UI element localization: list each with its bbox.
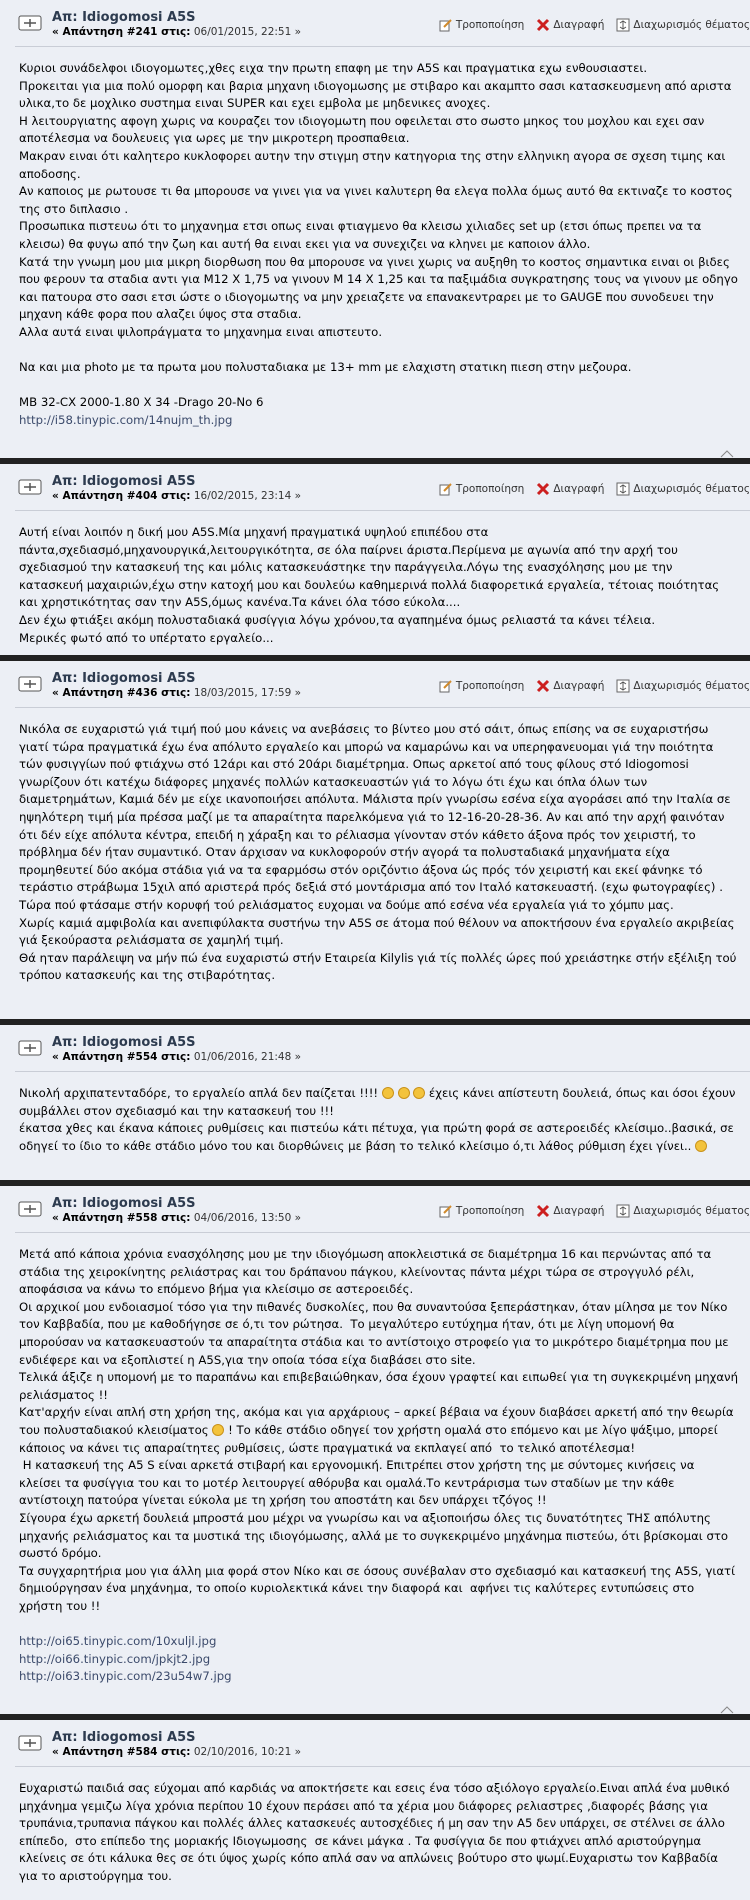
- edit-icon: [439, 18, 453, 32]
- post-date: 18/03/2015, 17:59 »: [193, 687, 302, 699]
- post-text: Ευχαριστώ παιδιά σας εύχομαι από καρδιάς να αποκτήσετε και εσεις ένα τόσο αξιόλογο εργαλείο.Ειναι απλά ένα μυθικό μηχάνημα γεμιζω λίγα χρόνια περίπου 10 έχουν περάσει από τα χέρια μου διάφορες ρελιαστρες ,διαφορές βάσης για τρυπάνια,τρυπανια πάγκου και πολλές άλλες κατασκευές αυτοσχέδιες ή μη σαν την Α5 δεν υπάρχει, σε στέλνει σε άλλο επίπεδο, στο επίπεδο της μοριακής Ιδιογωμοσης σε κάνει μάγκα . Τα φυσίγγια δε που φτιάχνει απλό αριστούργημα κλείνεις σε ότι κάλυκα θες σε ότι ύψος χωρίς κόπο απλά σαν να απλώνεις βούτυρο στο ψωμί.Ευχαριστω τον Καββαδία για το αριστούργημα του.: [19, 1781, 734, 1883]
- post-558: [0, 1186, 750, 1714]
- post-body: [0, 1081, 750, 1155]
- post-body: [0, 56, 750, 429]
- post-text-continued: ! Το κάθε στάδιο οδηγεί τον χρήστη ομαλά στο επόμενο και με λίγο ψάξιμο, μπορεί κάποιος να κάνει τις απαραίτητες ρυθμίσεις, ώστε πραγματικά να εκπλαγεί από το τελικό αποτέλεσμα! Η κατασκευή της A5 S είναι αρκετά στιβαρή και εργονομική. Επιτρέπει στον χρήστη της με σύντομες κινήσεις να κλείσει τα φυσίγγια του και το μοτέρ λειτουργεί αθόρυβα και ομαλά.Το κεντράρισμα των σταδίων με την κάθε αντίστοιχη πατούρα γίνεται εύκολα με τη χρήση του αποστάτη και δεν υπάρχει τζόγος !! Σίγουρα έχω αρκετή δουλειά μπροστά μου μέχρι να γνωρίσω και να αξιοποιήσω όλες τις δυνατότητες ΤΗΣ απόλυτης μηχανής ρελιάσματος και τα μυστικά της ιδιογόμωσης, αλλά με το συγκεκριμένο μηχάνημα πιστεύω, ότι βρίσκομαι στο σωστό δρόμο. Τα συγχαρητήρια μου για άλλη μια φορά στον Νίκο και σε όσους συνέβαλαν στο σχεδιασμό και κατασκευή της A5S, γιατί δημιούργησαν ένα μηχάνημα, το οποίο κυριολεκτικά κάνει την διαφορά και αφήνει τις καλύτερες εντυπώσεις στο χρήστη του !!: [19, 1422, 736, 1613]
- delete-button[interactable]: [536, 482, 604, 496]
- post-icon: [18, 478, 42, 496]
- post-text: Μετά από κάποια χρόνια ενασχόλησης μου με την ιδιογόμωση αποκλειστικά σε διαμέτρημα 16 και περνώντας από τα στάδια της χειροκίνητης ρελιάστρας και του δράπανου πάγκου, κλείνοντας πάντα μέχρι τώρα σε στρογγυλό ρέλι, αποφάσισα να κάνω το επόμενο βήμα για κλείσιμο σε αστεροειδές. Οι αρχικοί μου ενδοιασμοί τόσο για την πιθανές δυσκολίες, που θα συναντούσα ξεπεράστηκαν, όταν μίλησα με τον Νίκο τον Καββαδία, που με καθοδήγησε σε ό,τι τον ρώτησα. Το μεγαλύτερο ευτύχημα ήταν, ότι με λίγη υπομονή θα μπορούσαν να κατασκευαστούν τα απαραίτητα στάδια και το αντίστοιχο στροφείο για το μικρότερο διαμέτρημα που με ενδιέφερε και να εξοπλιστεί η A5S,για την οποία τόσα είχα διαβάσει στο site. Τελικά άξιζε η υπομονή με το παραπάνω και επιβεβαιώθηκαν, όσα έχουν γραφτεί και ειπωθεί για τη συγκεκριμένη μηχανή ρελιάσματος !! Κατ'αρχήν είναι απλή στη χρήση της, ακόμα και για αρχάριους – αρκεί βέβαια να έχουν διαβάσει αρκετή από την θεωρία του πολυσταδιακού κλεισίματος: [19, 1247, 738, 1437]
- edit-icon: [439, 482, 453, 496]
- post-actions: [427, 679, 750, 693]
- smiley-icon: [695, 1140, 707, 1152]
- delete-icon: [536, 18, 550, 32]
- reply-number: « Απάντηση #404 στις:: [52, 490, 191, 502]
- post-date: 01/06/2016, 21:48 »: [193, 1051, 302, 1063]
- post-554: [0, 1025, 750, 1180]
- delete-button[interactable]: [536, 1204, 604, 1218]
- split-icon: [616, 679, 630, 693]
- post-title[interactable]: Απ: Idiogomosi A5S: [52, 1035, 196, 1050]
- delete-label: Διαγραφή: [553, 483, 605, 495]
- header-divider: [15, 46, 750, 47]
- split-topic-button[interactable]: [616, 482, 750, 496]
- post-meta: [52, 1212, 301, 1224]
- post-title[interactable]: Απ: Idiogomosi A5S: [52, 1730, 196, 1745]
- edit-button[interactable]: [439, 18, 525, 32]
- post-title[interactable]: Απ: Idiogomosi A5S: [52, 1196, 196, 1211]
- post-body: [0, 520, 750, 647]
- edit-button[interactable]: [439, 482, 525, 496]
- edit-label: Τροποποίηση: [455, 680, 525, 692]
- delete-icon: [536, 1204, 550, 1218]
- post-header: [0, 1186, 750, 1242]
- collapse-icon[interactable]: [720, 450, 734, 458]
- post-date: 04/06/2016, 13:50 »: [193, 1212, 302, 1224]
- post-actions: [427, 18, 750, 32]
- header-divider: [15, 1766, 750, 1767]
- edit-icon: [439, 1204, 453, 1218]
- post-text: Νικόλα σε ευχαριστώ γιά τιμή πού μου κάνεις να ανεβάσεις το βίντεο μου στό σάιτ, όπως επίσης να σε ευχαριστήσω γιατί τώρα πραγματικά έχω ένα απόλυτο εργαλείο και μπορώ να καμαρώνω και να υπερηφανευομαι γιά την ποιότητα τών φυσιγγίων πού φτιάχνω στό 12άρι και στό 20άρι διαμέτρημα. Οπως αρκετοί από τους φίλους στό Idiogomosi γνωρίζουν ότι κατέχω διάφορες μηχανές πολλών κατασκευαστών γιά το λόγω ότι έχω και όπλα όλων των διαμετρημάτων, Καμιά δέν με είχε ικανοποιήσει απόλυτα. Μάλιστα πρίν γνωρίσω εσένα είχα αγοράσει από την Ιταλία σε ηψηλότερη τιμή μία πρέσσα μαζί με τα απαραίτητα παρελκόμενα γιά το 12-16-20-28-36. Αν και από την αρχή φαινόταν ότι δέν είχε απόλυτα κέντρα, επειδή η χάραξη και το ρέλιασμα γίνονταν στόν κάθετο άξονα πρός τον χειριστή, το πρόβλημα δέν ήταν συμαντικό. Οταν άρχισαν να κυκλοφορούν στήν αγορά τα πολυσταδιακά μηχανήματα είχα προμηθευτεί δύο ακόμα στάδια γιά να τα εφαρμόσω στόν οριζόντιο άξονα ώς πρός τόν χειριστή και εκεί φάνηκε τό τεράστιο στράβωμα 15χιλ από αριστερά πρός δεξιά στό μοντάρισμα από τον Ιταλό κατσκευαστή. (εχω φωτογραφίες) . Τώρα πού φτάσαμε στήν κορυφή τού ρελιάσματος ευχομαι να δούμε από εσένα νέα εργαλεία γιά το χόμπυ μας. Χωρίς καμιά αμφιβολία και ανεπιφύλακτα συστήνω την Α5S σε άτομα πού θέλουν να αποκτήσουν ένα εργαλείο ακριβείας γιά ξεκούραστα ρελιάσματα σε χαμηλή τιμή. Θά ηταν παράλειψη να μήν πώ ένα ευχαριστώ στήν Εταιρεία Kilylis γιά τίς πολλές ώρες πού χρειάστηκε στήν εξέλιξη τού τρόπου κατασκευής και της στιβαρότητας.: [19, 722, 737, 983]
- post-text: Αυτή είναι λοιπόν η δική μου Α5S.Μία μηχανή πραγματικά υψηλού επιπέδου στα πάντα,σχεδιασμό,μηχανουργικά,λειτουργικότητα, σε όλα παίρνει άριστα.Περίμενα με αγωνία από την αρχή του σχεδιασμού την κατασκευή της και μόλις κατασκευάστηκε την παράγγειλα.Λόγω της ενασχόλησης μου με την κατασκευή μαχαιριών,έχω στην κατοχή μου και δουλεύω καθημερινά πολλά διαφορετικά εργαλεία, τέτοιας ποιότητας και χρηστικότητας σαν την Α5S,όμως κανένα.Τα κάνει όλα τόσο εύκολα.... Δεν έχω φτιάξει ακόμη πολυσταδιακά φυσίγγια λόγω χρόνου,τα αγαπημένα όμως ρελιαστά τα κάνει τέλεια. Μερικές φωτό από το υπέρτατο εργαλείο...: [19, 525, 720, 645]
- delete-label: Διαγραφή: [553, 1205, 605, 1217]
- post-text: Νικολή αρχιπατενταδόρε, το εργαλείο απλά δεν παίζεται !!!!: [19, 1086, 382, 1100]
- post-icon: [18, 675, 42, 693]
- header-divider: [15, 707, 750, 708]
- post-icon: [18, 1734, 42, 1752]
- split-label: Διαχωρισμός θέματος: [633, 483, 750, 495]
- post-header: [0, 1025, 750, 1081]
- edit-button[interactable]: [439, 1204, 525, 1218]
- split-icon: [616, 18, 630, 32]
- delete-icon: [536, 679, 550, 693]
- delete-button[interactable]: [536, 679, 604, 693]
- split-label: Διαχωρισμός θέματος: [633, 680, 750, 692]
- post-date: 02/10/2016, 10:21 »: [193, 1746, 302, 1758]
- delete-label: Διαγραφή: [553, 680, 605, 692]
- split-label: Διαχωρισμός θέματος: [633, 19, 750, 31]
- post-header: [0, 661, 750, 717]
- split-label: Διαχωρισμός θέματος: [633, 1205, 750, 1217]
- reply-number: « Απάντηση #558 στις:: [52, 1212, 191, 1224]
- post-text: Κυριοι συνάδελφοι ιδιογομωτες,χθες ειχα την πρωτη επαφη με την Α5S και πραγματικα εχω ενθουσιαστει. Προκειται για μια πολύ ομορφη και βαρια μηχανη ιδιογομωσης με στιβαρο και ακαμπτο σασι κατασκευσμενη από αριστα υλικα,το δε μοχλικο συστημα ειναι SUPER και εχει εμβολα με μηδενικες ανοχες. Η λειτουργιατης αφογη χωρις να κουραζει τον ιδιογομωτη που οφειλεται στο σωστο μηκος του μοχλου και εχει σαν αποτέλεσμα να δουλευεις για ωρες με την μικροτερη προσπαθεια. Μακραν ειναι ότι καλητερο κυκλοφορει αυτην την στιγμη στην κατηγορια της στην ελληνικη αγορα σε σχεση τιμης και αποδοσης. Αν καποιος με ρωτουσε τι θα μπορουσε να γινει για να γινει καλυτερη θα ελεγα πολλα όμως αυτό θα εκτιναζε το κοστος της στο διπλασιο . Προσωπικα πιστευω ότι το μηχανημα ετσι οπως ειναι φτιαγμενο θα κλεισω χιλιαδες set up (ετσι όπως πρεπει να τα κλεισω) θα φυγω από την ζωη και αυτή θα ειναι εκει για να συνεχιζει να κληνει με καποιον άλλο. Κατά την γνωμη μου μια μικρη διορθωση που θα μπορουσε να γινει χωρις να αυξηθη το κοστος σημαντικα ειναι οι βιδες που φερουν τα σταδια αντι για M12 X 1,75 να γινουν M 14 X 1,25 και τα παξιμάδια συγκρατησης τους να γινουν με οδηγο και πατουρα στο σασι ετσι ώστε ο ιδιογομωτης να μην χρειαζετε να επανακεντραρει με το GAUGE που συνοδευει την μηχανη κάθε φορα που αλαζει ύψος στα σταδια. Αλλα αυτά ειναι ψιλοπράγματα το μηχανημα ειναι απιστευτο. Να και μια photo με τα πρωτα μου πολυσταδιακα με 13+ mm με ελαχιστη στατικη πιεση στην μεζουρα. MB 32-CX 2000-1.80 X 34 -Drago 20-No 6: [19, 61, 738, 410]
- split-icon: [616, 482, 630, 496]
- image-link[interactable]: http://i58.tinypic.com/14nujm_th.jpg: [19, 412, 233, 427]
- post-header: [0, 1720, 750, 1776]
- edit-button[interactable]: [439, 679, 525, 693]
- post-icon: [18, 14, 42, 32]
- smiley-icon: [398, 1087, 410, 1099]
- split-topic-button[interactable]: [616, 1204, 750, 1218]
- reply-number: « Απάντηση #584 στις:: [52, 1746, 191, 1758]
- split-topic-button[interactable]: [616, 18, 750, 32]
- post-icon: [18, 1039, 42, 1057]
- edit-label: Τροποποίηση: [455, 19, 525, 31]
- post-title[interactable]: Απ: Idiogomosi A5S: [52, 474, 196, 489]
- post-title[interactable]: Απ: Idiogomosi A5S: [52, 671, 196, 686]
- post-meta: [52, 687, 301, 699]
- post-body: [0, 1776, 750, 1886]
- split-icon: [616, 1204, 630, 1218]
- post-icon: [18, 1200, 42, 1218]
- post-title[interactable]: Απ: Idiogomosi A5S: [52, 10, 196, 25]
- smiley-icon: [212, 1424, 224, 1436]
- image-link[interactable]: http://oi65.tinypic.com/10xuljl.jpg: [19, 1634, 217, 1649]
- collapse-icon[interactable]: [720, 1706, 734, 1714]
- reply-number: « Απάντηση #436 στις:: [52, 687, 191, 699]
- post-584: [0, 1720, 750, 1900]
- header-divider: [15, 510, 750, 511]
- edit-label: Τροποποίηση: [455, 1205, 525, 1217]
- split-topic-button[interactable]: [616, 679, 750, 693]
- post-404: [0, 464, 750, 655]
- post-header: [0, 0, 750, 56]
- post-actions: [427, 1204, 750, 1218]
- post-241: [0, 0, 750, 458]
- smiley-icon: [382, 1087, 394, 1099]
- edit-label: Τροποποίηση: [455, 483, 525, 495]
- header-divider: [15, 1071, 750, 1072]
- post-meta: [52, 490, 301, 502]
- post-header: [0, 464, 750, 520]
- post-body: [0, 1242, 750, 1686]
- delete-icon: [536, 482, 550, 496]
- post-meta: [52, 26, 301, 38]
- post-body: [0, 717, 750, 985]
- post-actions: [427, 482, 750, 496]
- post-436: [0, 661, 750, 1019]
- header-divider: [15, 1232, 750, 1233]
- post-meta: [52, 1051, 301, 1063]
- delete-button[interactable]: [536, 18, 604, 32]
- edit-icon: [439, 679, 453, 693]
- post-text-continued: έχεις κάνει απίστευτη δουλειά, όπως και όσοι έχουν συμβάλλει στον σχεδιασμό και την κατασκευή του !!! έκατσα χθες και έκανα κάποιες ρυθμίσεις και πιστεύω κάτι πέτυχα, για πρώτη φορά σε αστεροειδές κλείσιμο..βασικά, σε οδηγεί το ίδιο το κάθε στάδιο μόνο του και διορθώνεις με βάση το τελικό κλείσιμο ό,τι λάθος ρύθμιση έχει γίνει..: [19, 1086, 736, 1153]
- post-date: 06/01/2015, 22:51 »: [193, 26, 302, 38]
- reply-number: « Απάντηση #241 στις:: [52, 26, 191, 38]
- reply-number: « Απάντηση #554 στις:: [52, 1051, 191, 1063]
- post-meta: [52, 1746, 301, 1758]
- image-link[interactable]: http://oi63.tinypic.com/23u54w7.jpg: [19, 1669, 232, 1684]
- post-date: 16/02/2015, 23:14 »: [193, 490, 302, 502]
- image-link[interactable]: http://oi66.tinypic.com/jpkjt2.jpg: [19, 1651, 211, 1666]
- smiley-icon: [413, 1087, 425, 1099]
- delete-label: Διαγραφή: [553, 19, 605, 31]
